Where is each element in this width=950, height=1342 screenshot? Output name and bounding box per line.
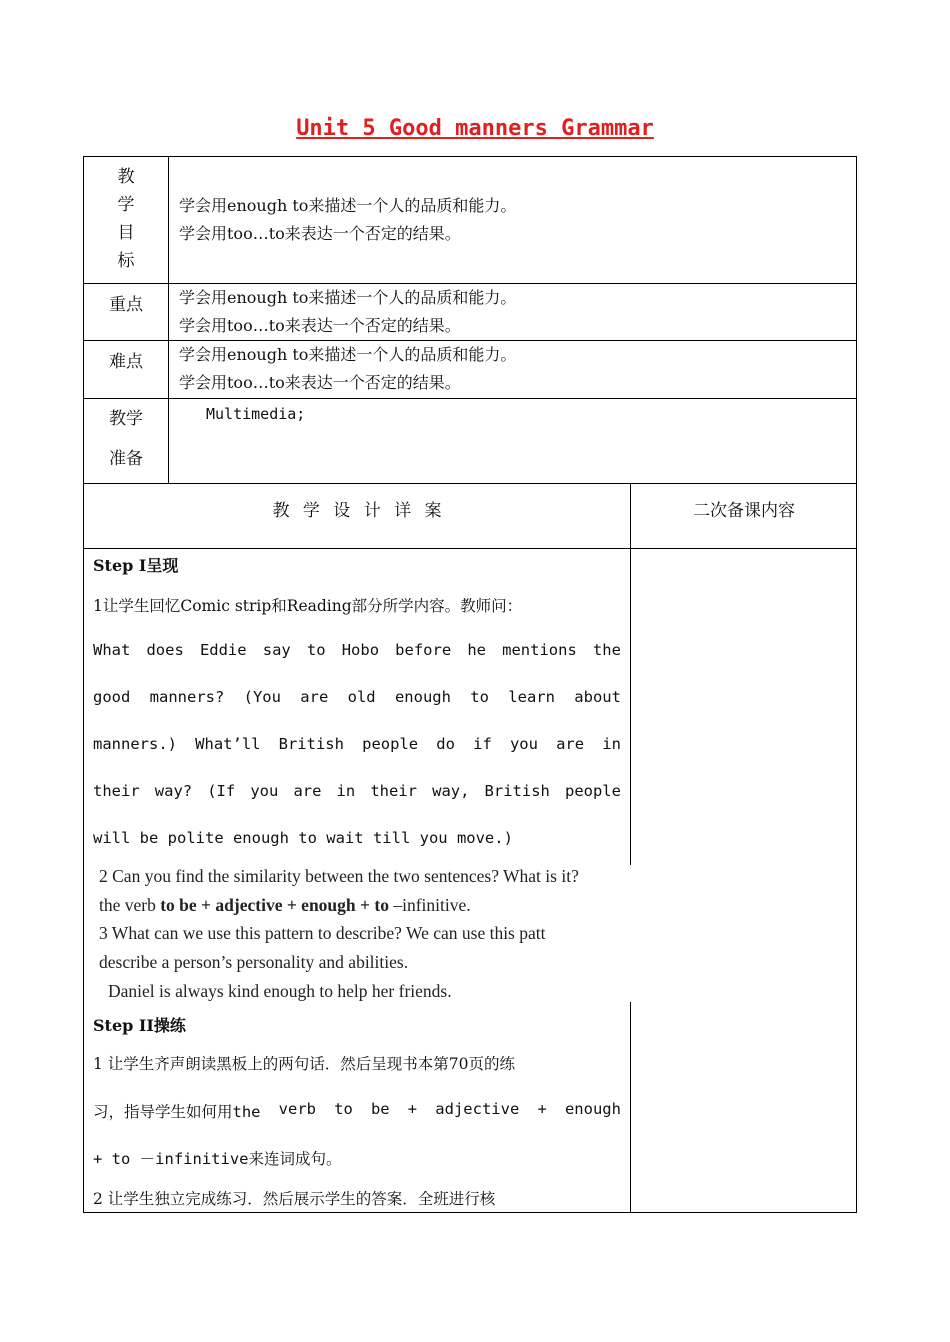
preparation-label — [84, 399, 168, 479]
word: you — [509, 735, 538, 753]
word: he — [467, 641, 486, 659]
scanned-line: Daniel is always kind enough to help her friends. — [108, 981, 452, 1001]
word: What — [93, 641, 131, 659]
word: about — [574, 688, 621, 706]
design-plan-heading: 教 学 设 计 详 案 — [272, 501, 442, 521]
word: if — [473, 735, 492, 753]
step2-line: + to －infinitive来连词成句。 — [93, 1150, 342, 1168]
step1-justified-line — [93, 782, 621, 800]
word: Hobo — [341, 641, 380, 659]
word: good — [93, 688, 131, 706]
page-title: Unit 5 Good manners Grammar — [296, 116, 654, 141]
step1-justified-line — [93, 641, 621, 659]
word: way? — [154, 782, 193, 800]
word: their — [93, 782, 140, 800]
word: you — [250, 782, 279, 800]
word: verb — [278, 1100, 316, 1118]
word: 习，指导学生如何用the — [93, 1103, 261, 1121]
preparation-label-line: 准备 — [109, 449, 143, 469]
word: before — [395, 641, 452, 659]
word: to — [334, 1100, 353, 1118]
scanned-line: describe a person’s personality and abilities. — [99, 952, 409, 972]
word: (If — [207, 782, 236, 800]
row-divider — [83, 548, 857, 549]
scanned-text: the verb — [99, 895, 161, 915]
scanned-bold-text: to be + adjective + enough + to — [160, 895, 389, 915]
objective-line: 学会用enough to来描述一个人的品质和能力。 — [179, 196, 517, 215]
word: mentions — [502, 641, 577, 659]
word: manners.) — [93, 735, 177, 753]
step2-line: 2 让学生独立完成练习．然后展示学生的答案．全班进行核 — [93, 1190, 496, 1208]
word: + — [407, 1100, 418, 1118]
scanned-line: 3 What can we use this pattern to describe? We can use this patt — [99, 923, 546, 943]
scanned-text: –infinitive. — [388, 895, 471, 915]
step1-justified-line — [93, 688, 621, 706]
objectives-label — [84, 163, 168, 275]
word: learn — [508, 688, 555, 706]
objectives-label-char: 标 — [117, 251, 135, 271]
notes-column-divider — [630, 483, 631, 865]
word: be — [370, 1100, 390, 1118]
scanned-text-image — [84, 862, 630, 1002]
word: do — [436, 735, 455, 753]
objectives-label-char: 目 — [117, 223, 135, 243]
step2-heading: Step II操练 — [93, 1016, 186, 1035]
row-divider — [83, 398, 857, 399]
difficulties-label: 难点 — [109, 352, 143, 372]
word: in — [602, 735, 621, 753]
key-points-label: 重点 — [109, 295, 143, 315]
word: (You — [243, 688, 281, 706]
word: British — [484, 782, 550, 800]
step1-heading: Step I呈现 — [93, 556, 179, 575]
word: say — [262, 641, 291, 659]
word: to — [470, 688, 489, 706]
word: way, — [432, 782, 470, 800]
key-point-line: 学会用too…to来表达一个否定的结果。 — [179, 316, 461, 335]
word: enough — [394, 688, 451, 706]
word: people — [564, 782, 621, 800]
word: are — [300, 688, 329, 706]
step1-last-line: will be polite enough to wait till you move.) — [93, 829, 513, 847]
notes-column-divider — [630, 1002, 631, 1213]
word: to — [306, 641, 326, 659]
secondary-prep-heading: 二次备课内容 — [693, 501, 795, 521]
word: British — [278, 735, 344, 753]
step2-line: 1 让学生齐声朗读黑板上的两句话．然后呈现书本第70页的练 — [93, 1055, 516, 1073]
word: are — [293, 782, 322, 800]
preparation-label-line: 教学 — [109, 409, 143, 429]
word: does — [146, 641, 184, 659]
word: the — [592, 641, 621, 659]
difficulties-text — [179, 341, 516, 397]
word: manners? — [149, 688, 225, 706]
row-divider — [83, 483, 857, 484]
step1-line: 1让学生回忆Comic strip和Reading部分所学内容。教师问： — [93, 597, 523, 615]
difficulty-line: 学会用enough to来描述一个人的品质和能力。 — [179, 345, 517, 364]
step2-justified-line — [93, 1100, 621, 1122]
key-points-text — [179, 284, 516, 340]
step1-justified-line — [93, 735, 621, 753]
word: their — [370, 782, 417, 800]
objectives-text — [179, 192, 516, 248]
word: enough — [564, 1100, 621, 1118]
word: in — [336, 782, 356, 800]
objectives-label-char: 教 — [117, 167, 135, 187]
difficulty-line: 学会用too…to来表达一个否定的结果。 — [179, 373, 461, 392]
word: adjective — [435, 1100, 520, 1118]
preparation-text: Multimedia; — [206, 405, 306, 423]
word: old — [347, 688, 376, 706]
word: Eddie — [199, 641, 247, 659]
word: What’ll — [195, 735, 261, 753]
word: people — [362, 735, 419, 753]
word: are — [556, 735, 585, 753]
scanned-line — [99, 895, 471, 916]
key-point-line: 学会用enough to来描述一个人的品质和能力。 — [179, 288, 517, 307]
objective-line: 学会用too…to来表达一个否定的结果。 — [179, 224, 461, 243]
label-column-divider — [168, 156, 169, 483]
scanned-line: 2 Can you find the similarity between the two sentences? What is it? — [99, 866, 579, 886]
word: + — [537, 1100, 547, 1118]
objectives-label-char: 学 — [117, 195, 135, 215]
